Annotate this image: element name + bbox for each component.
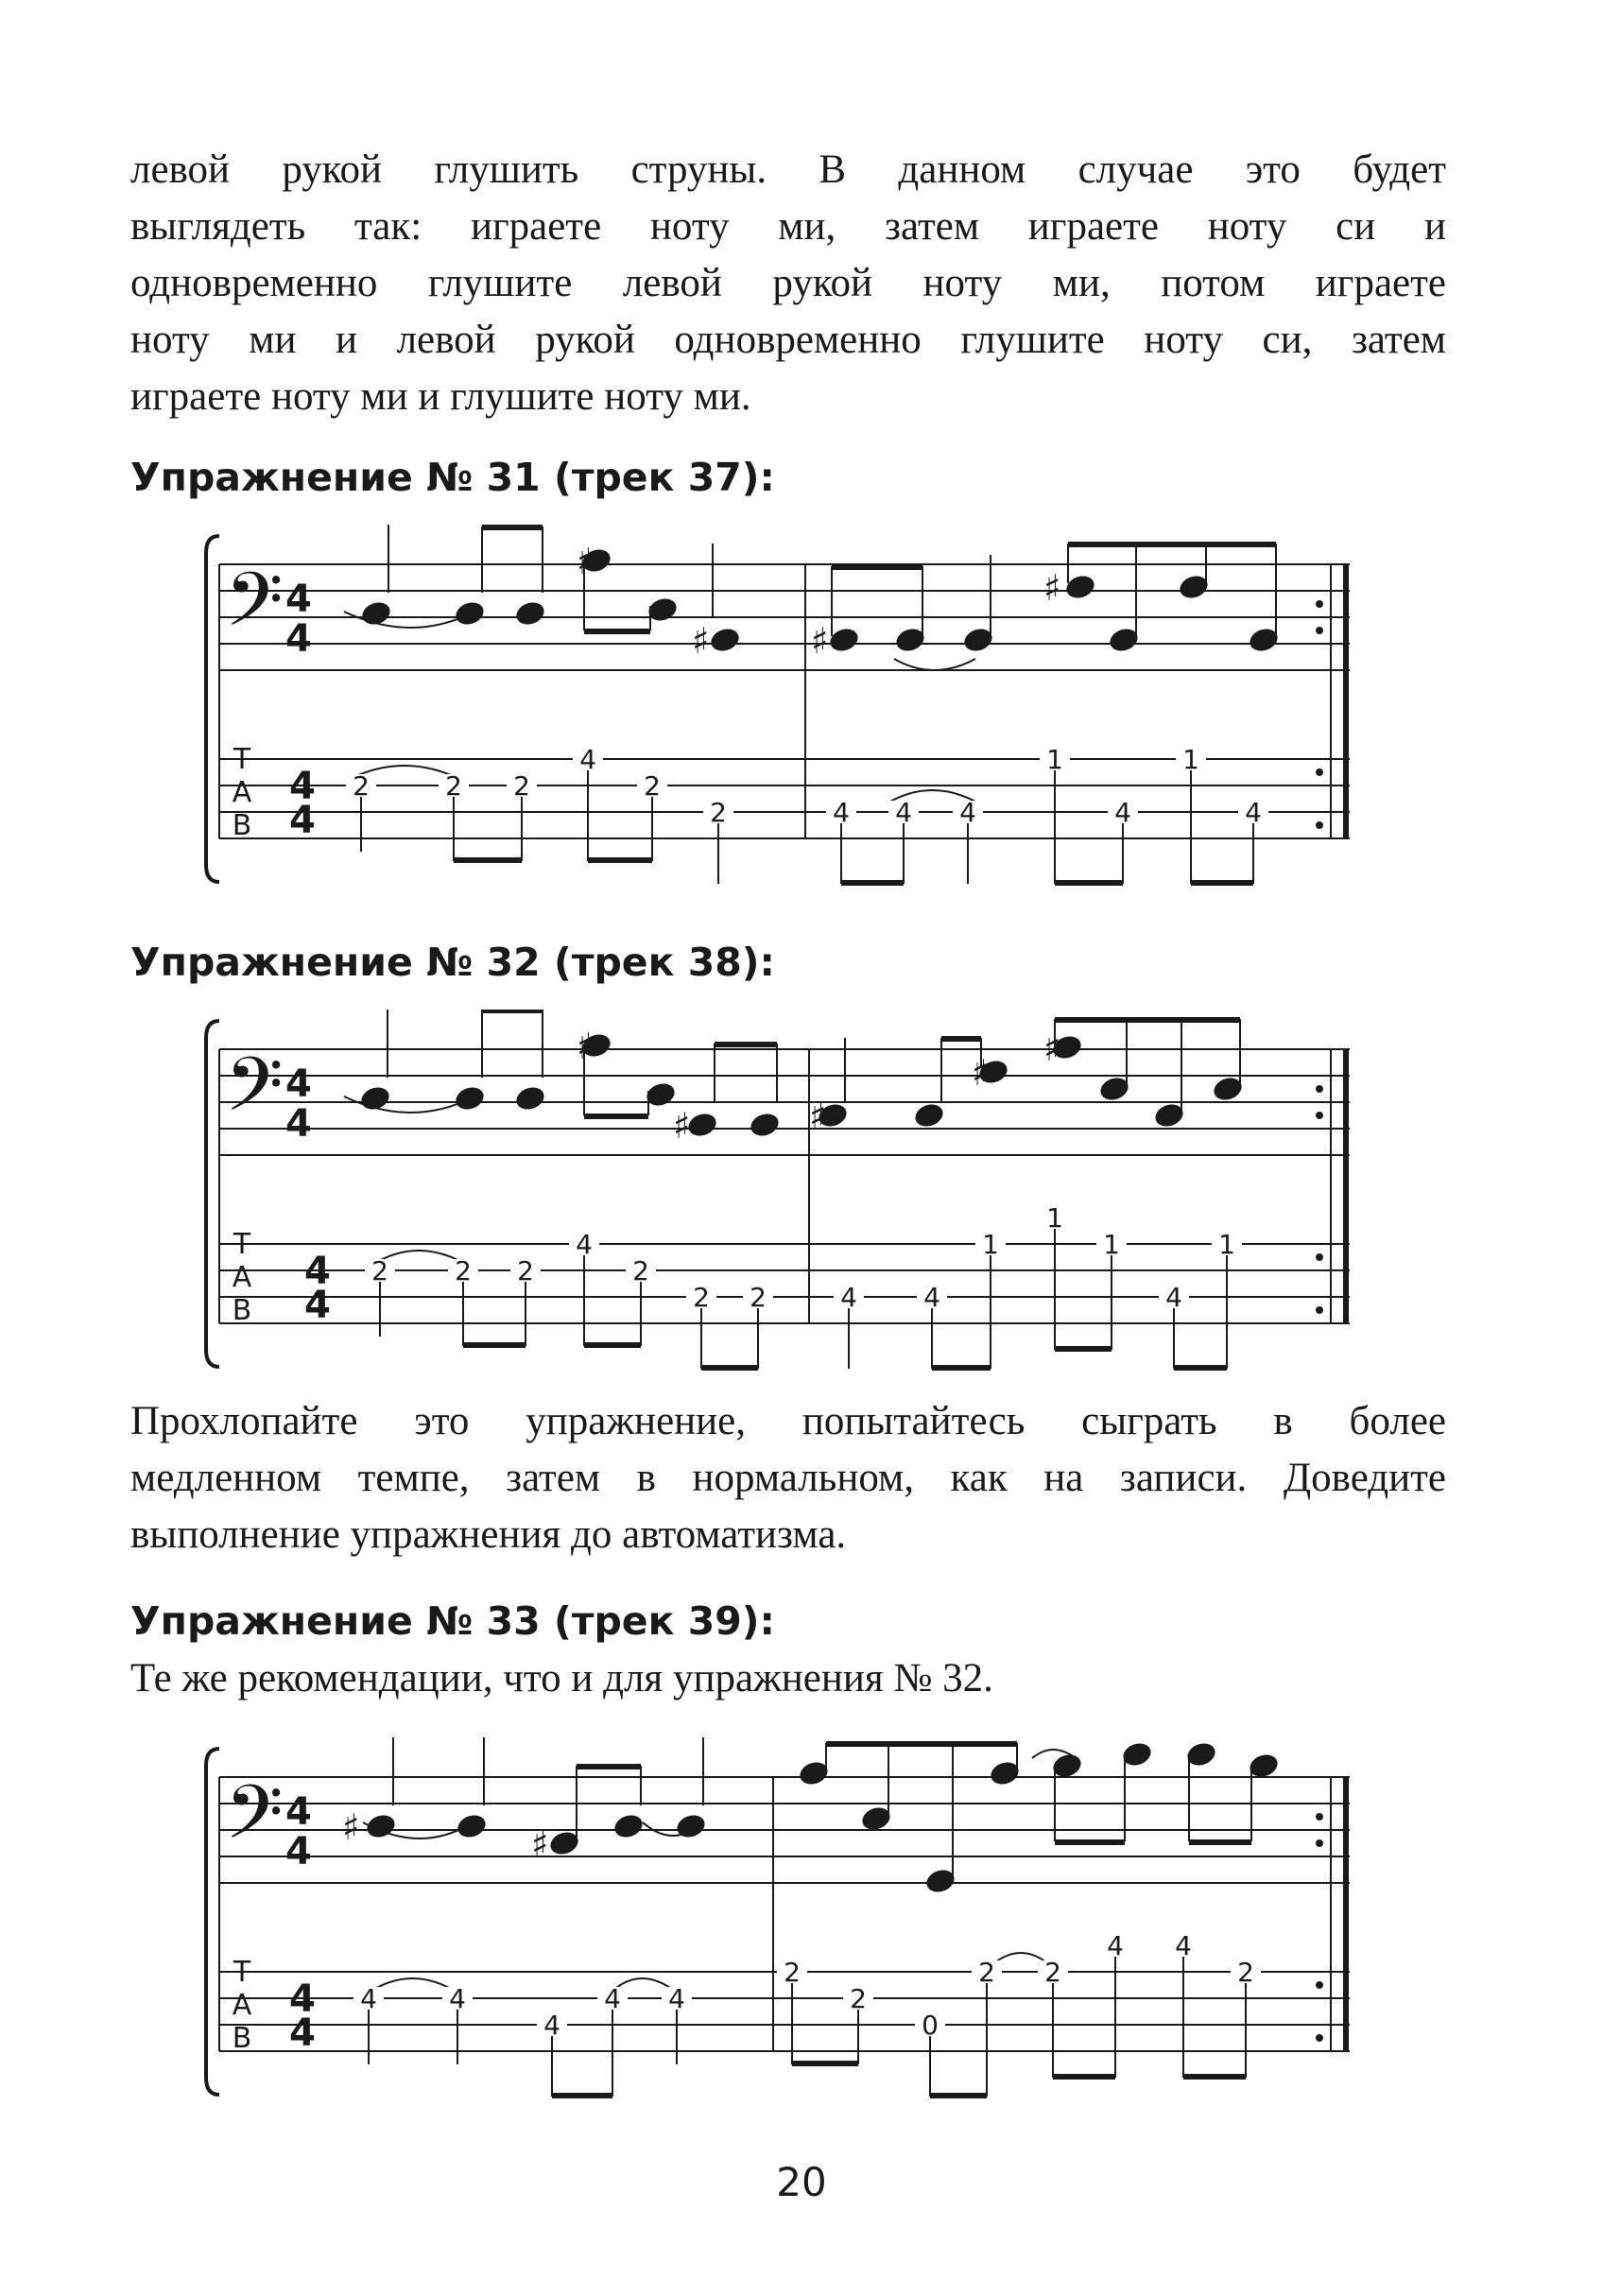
exercise-32-score <box>0 1010 1603 1388</box>
svg-text:0: 0 <box>922 2010 939 2041</box>
svg-text:1: 1 <box>1218 1229 1235 1260</box>
svg-text:4: 4 <box>449 1983 466 2014</box>
svg-text:2: 2 <box>632 1255 649 1286</box>
svg-text:1: 1 <box>1046 1202 1063 1234</box>
svg-text:B: B <box>232 1294 252 1327</box>
exercise-33-score <box>0 1737 1603 2125</box>
svg-text:4: 4 <box>1245 797 1262 828</box>
svg-text:4: 4 <box>304 1250 331 1293</box>
svg-text:4: 4 <box>289 765 316 808</box>
text-line: одновременно глушите левой рукой ноту ми, потом играете <box>130 261 1446 305</box>
svg-text:♯: ♯ <box>1043 567 1061 609</box>
svg-text:A: A <box>232 776 252 809</box>
svg-text:2: 2 <box>784 1957 801 1988</box>
svg-text:4: 4 <box>576 1229 593 1260</box>
svg-text:4: 4 <box>579 744 596 775</box>
middle-paragraph <box>130 1393 1446 1563</box>
svg-text:B: B <box>232 809 252 842</box>
svg-text:♯: ♯ <box>577 1026 595 1067</box>
svg-text:2: 2 <box>517 1255 534 1286</box>
svg-text:1: 1 <box>1103 1229 1120 1260</box>
svg-text:4: 4 <box>289 1977 316 2021</box>
svg-text:1: 1 <box>1182 744 1199 775</box>
exercise-31-heading: Упражнение № 31 (трек 37): <box>130 455 775 500</box>
text-line: выполнение упражнения до автоматизма. <box>130 1512 847 1557</box>
svg-text:4: 4 <box>959 797 976 828</box>
exercise-33-heading: Упражнение № 33 (трек 39): <box>130 1598 775 1644</box>
svg-text:2: 2 <box>978 1957 995 1988</box>
svg-text:2: 2 <box>371 1255 388 1286</box>
svg-text:4: 4 <box>923 1282 940 1313</box>
svg-text:♯: ♯ <box>1043 1027 1061 1069</box>
svg-text:♯: ♯ <box>692 620 710 662</box>
svg-text:4: 4 <box>285 617 312 661</box>
svg-text:♯: ♯ <box>342 1806 360 1848</box>
svg-text:4: 4 <box>289 799 316 842</box>
bass-clef-icon: 𝄢 <box>225 1041 284 1147</box>
svg-text:4: 4 <box>289 2011 316 2055</box>
svg-text:2: 2 <box>353 770 370 802</box>
exercise-32-heading: Упражнение № 32 (трек 38): <box>130 940 775 985</box>
svg-text:A: A <box>232 1989 252 2022</box>
svg-text:♯: ♯ <box>972 1052 990 1094</box>
svg-text:T: T <box>233 1956 251 1989</box>
svg-text:♯: ♯ <box>811 620 829 662</box>
svg-text:1: 1 <box>1046 744 1063 775</box>
page-number: 20 <box>776 2159 827 2205</box>
svg-text:4: 4 <box>285 1830 312 1873</box>
svg-text:4: 4 <box>304 1284 331 1327</box>
svg-text:4: 4 <box>668 1983 685 2014</box>
svg-text:1: 1 <box>982 1229 999 1260</box>
svg-text:B: B <box>232 2022 252 2055</box>
svg-text:2: 2 <box>1237 1957 1254 1988</box>
intro-paragraph <box>130 142 1446 425</box>
svg-text:♯: ♯ <box>673 1105 691 1147</box>
svg-text:♯: ♯ <box>531 1823 549 1865</box>
svg-text:4: 4 <box>285 1790 312 1834</box>
svg-text:A: A <box>232 1261 252 1294</box>
text-line: играете ноту ми и глушите ноту ми. <box>130 374 751 419</box>
text-line: выглядеть так: играете ноту ми, затем играете ноту си и <box>130 204 1446 249</box>
svg-text:♯: ♯ <box>809 1096 827 1137</box>
svg-text:4: 4 <box>895 797 912 828</box>
svg-text:2: 2 <box>1044 1957 1061 1988</box>
svg-text:4: 4 <box>833 797 850 828</box>
svg-text:4: 4 <box>1175 1930 1192 1961</box>
svg-text:2: 2 <box>750 1282 767 1313</box>
bass-clef-icon: 𝄢 <box>225 556 284 662</box>
text-line: медленном темпе, затем в нормальном, как на записи. Доведите <box>130 1456 1446 1500</box>
svg-text:2: 2 <box>455 1255 472 1286</box>
svg-text:4: 4 <box>543 2010 560 2041</box>
text-line: Прохлопайте это упражнение, попытайтесь сыграть в более <box>130 1399 1446 1443</box>
text-line: ноту ми и левой рукой одновременно глушите ноту си, затем <box>130 318 1446 362</box>
svg-text:2: 2 <box>850 1983 867 2014</box>
svg-text:♯: ♯ <box>577 541 595 582</box>
svg-text:4: 4 <box>360 1983 377 2014</box>
svg-text:T: T <box>233 743 251 776</box>
svg-text:2: 2 <box>445 770 462 802</box>
svg-text:2: 2 <box>644 770 661 802</box>
svg-text:T: T <box>233 1228 251 1261</box>
exercise-31-score <box>0 525 1603 903</box>
bass-clef-icon: 𝄢 <box>225 1769 284 1874</box>
svg-text:2: 2 <box>693 1282 710 1313</box>
svg-text:4: 4 <box>285 1102 312 1146</box>
svg-text:4: 4 <box>285 1062 312 1106</box>
svg-text:2: 2 <box>710 797 727 828</box>
svg-text:4: 4 <box>1165 1282 1182 1313</box>
svg-text:4: 4 <box>1114 797 1131 828</box>
svg-text:2: 2 <box>513 770 530 802</box>
exercise-33-note: Те же рекомендации, что и для упражнения № 32. <box>130 1656 993 1700</box>
svg-text:4: 4 <box>1107 1930 1124 1961</box>
svg-text:4: 4 <box>604 1983 621 2014</box>
svg-text:4: 4 <box>840 1282 857 1313</box>
svg-text:4: 4 <box>285 578 312 621</box>
text-line: левой рукой глушить струны. В данном случае это будет <box>130 147 1446 192</box>
